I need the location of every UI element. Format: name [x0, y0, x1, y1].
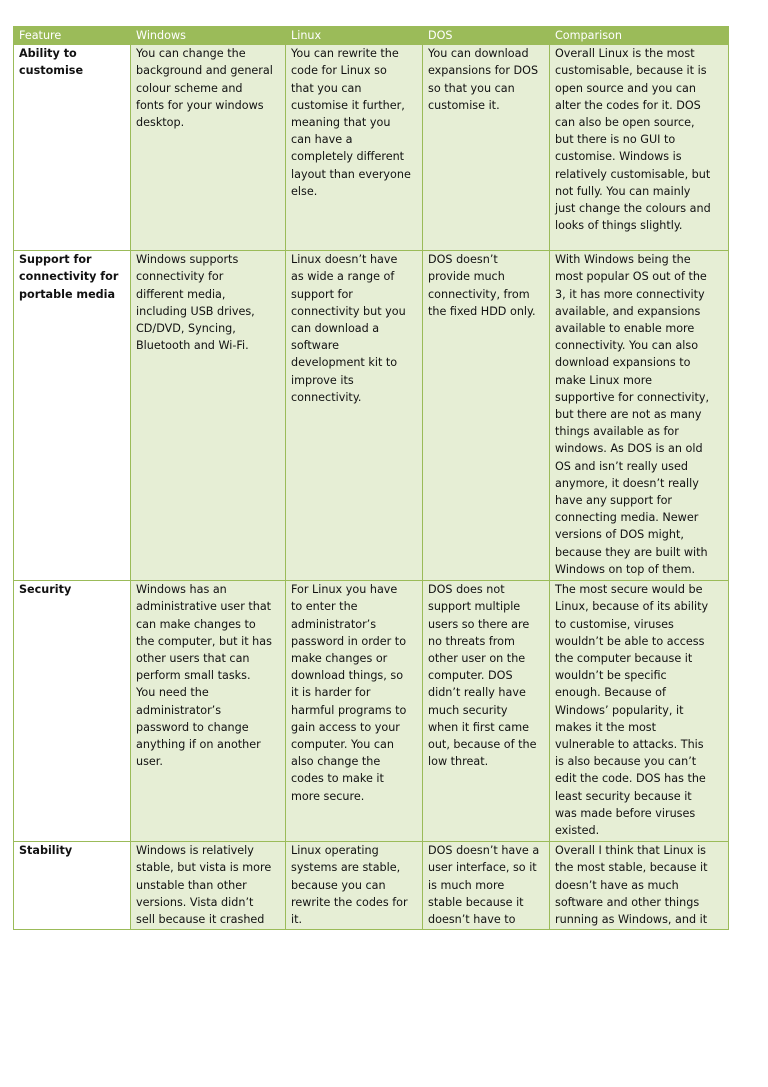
table-row: [14, 45, 729, 251]
header-windows: Windows: [131, 27, 286, 45]
linux-cell: Linux operating systems are stable, because you can rewrite the codes for it.: [286, 842, 423, 930]
dos-cell: DOS doesn’t have a user interface, so it is much more stable because it doesn’t have to: [423, 842, 550, 930]
comparison-cell: With Windows being the most popular OS out of the 3, it has more connectivity available, and expansions available to enable more connectivity. You can also download expansions to make Linux more supportive for connectivity, but there are not as many things available as for windows. As DOS is an old OS and isn’t really used anymore, it doesn’t really have any support for connecting media. Newer versions of DOS might, because they are built with Windows on top of them.: [550, 251, 729, 581]
header-row: [14, 27, 729, 45]
comparison-cell: Overall I think that Linux is the most stable, because it doesn’t have as much software and other things running as Windows, and it: [550, 842, 729, 930]
comparison-cell: Overall Linux is the most customisable, because it is open source and you can alter the codes for it. DOS can also be open source, but there is no GUI to customise. Windows is relatively customisable, but not fully. You can mainly just change the colours and looks of things slightly.: [550, 45, 729, 251]
table-row: [14, 842, 729, 930]
header-comparison: Comparison: [550, 27, 729, 45]
dos-cell: DOS doesn’t provide much connectivity, from the fixed HDD only.: [423, 251, 550, 581]
windows-cell: Windows has an administrative user that can make changes to the computer, but it has other users that can perform small tasks. You need the administrator’s password to change anything if on another user.: [131, 581, 286, 842]
table-row: [14, 581, 729, 842]
header-linux: Linux: [286, 27, 423, 45]
feature-cell: Stability: [14, 842, 131, 930]
dos-cell: DOS does not support multiple users so there are no threats from other user on the computer. DOS didn’t really have much security when it first came out, because of the low threat.: [423, 581, 550, 842]
header-dos: DOS: [423, 27, 550, 45]
header-feature: Feature: [14, 27, 131, 45]
windows-cell: Windows supports connectivity for different media, including USB drives, CD/DVD, Syncing, Bluetooth and Wi-Fi.: [131, 251, 286, 581]
linux-cell: You can rewrite the code for Linux so that you can customise it further, meaning that you can have a completely different layout than everyone else.: [286, 45, 423, 251]
feature-cell: Security: [14, 581, 131, 842]
table-row: [14, 251, 729, 581]
feature-cell: Support for connectivity for portable media: [14, 251, 131, 581]
feature-cell: Ability to customise: [14, 45, 131, 251]
windows-cell: Windows is relatively stable, but vista is more unstable than other versions. Vista didn’t sell because it crashed: [131, 842, 286, 930]
linux-cell: For Linux you have to enter the administrator’s password in order to make changes or download things, so it is harder for harmful programs to gain access to your computer. You can also change the codes to make it more secure.: [286, 581, 423, 842]
comparison-cell: The most secure would be Linux, because of its ability to customise, viruses wouldn’t be able to access the computer because it wouldn’t be specific enough. Because of Windows’ popularity, it makes it the most vulnerable to attacks. This is also because you can’t edit the code. DOS has the least security because it was made before viruses existed.: [550, 581, 729, 842]
comparison-table: [13, 26, 729, 930]
linux-cell: Linux doesn’t have as wide a range of support for connectivity but you can download a software development kit to improve its connectivity.: [286, 251, 423, 581]
windows-cell: You can change the background and general colour scheme and fonts for your windows desktop.: [131, 45, 286, 251]
dos-cell: You can download expansions for DOS so that you can customise it.: [423, 45, 550, 251]
